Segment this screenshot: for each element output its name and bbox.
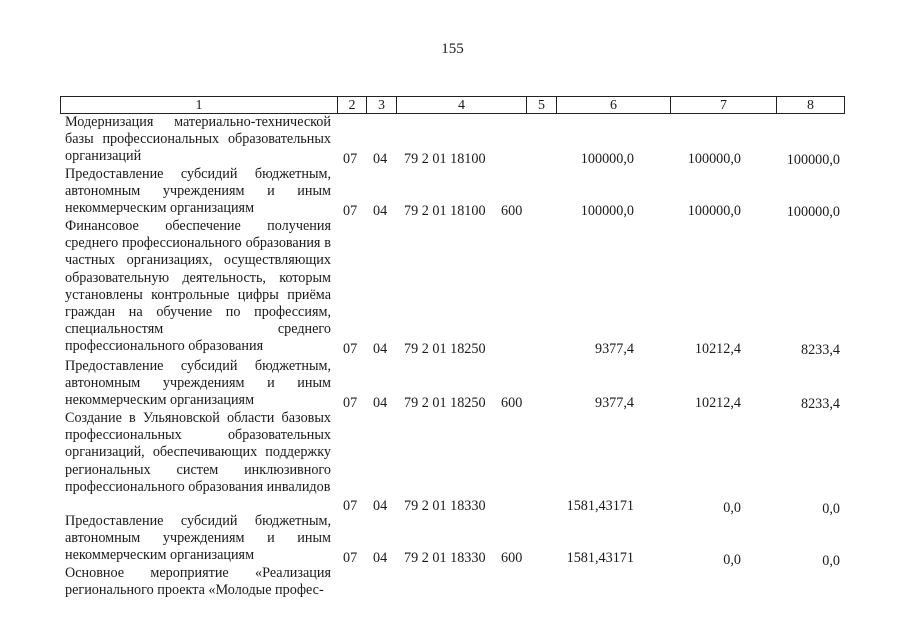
row-section: 07: [343, 395, 358, 411]
row-value-8: 0,0: [822, 553, 840, 569]
header-cell-2: 2: [338, 97, 367, 113]
row-code: 79 2 01 18100: [404, 151, 486, 167]
row-section: 07: [343, 498, 358, 514]
row-value-6: 9377,4: [594, 341, 634, 357]
row-value-6: 1581,43171: [566, 498, 634, 514]
row-subsection: 04: [373, 203, 388, 219]
row-code: 79 2 01 18100: [404, 203, 486, 219]
row-code: 79 2 01 18250: [404, 395, 486, 411]
row-value-8: 8233,4: [800, 396, 840, 412]
header-cell-3: 3: [367, 97, 397, 113]
row-type: 600: [501, 395, 523, 411]
row-value-7: 100000,0: [687, 203, 741, 219]
row-subsection: 04: [373, 341, 388, 357]
row-code: 79 2 01 18250: [404, 341, 486, 357]
row-subsection: 04: [373, 550, 388, 566]
header-cell-8: 8: [807, 98, 814, 113]
row-description: Модернизация материально-технической базы профессиональных образовательных организаций: [65, 114, 331, 165]
page-number: 155: [441, 41, 464, 57]
row-value-6: 1581,43171: [566, 550, 634, 566]
row-description: Предоставление субсидий бюджетным, автономным учреждениям и иным некоммерческим организациям: [65, 358, 331, 409]
row-subsection: 04: [373, 395, 388, 411]
row-value-6: 100000,0: [580, 151, 634, 167]
row-value-7: 0,0: [723, 552, 741, 568]
row-code: 79 2 01 18330: [404, 550, 486, 566]
row-section: 07: [343, 550, 358, 566]
row-value-7: 10212,4: [694, 341, 741, 357]
row-value-7: 10212,4: [694, 395, 741, 411]
row-value-8: 0,0: [822, 501, 840, 517]
header-cell-4: 4: [397, 97, 527, 113]
row-value-6: 9377,4: [594, 395, 634, 411]
row-type: 600: [501, 550, 523, 566]
row-code: 79 2 01 18330: [404, 498, 486, 514]
row-value-7: 0,0: [723, 500, 741, 516]
row-value-6: 100000,0: [580, 203, 634, 219]
row-description: Основное мероприятие «Реализация регионального проекта «Молодые профес-: [65, 565, 331, 599]
header-cell-5: 5: [527, 97, 557, 113]
row-subsection: 04: [373, 151, 388, 167]
row-description: Предоставление субсидий бюджетным, автономным учреждениям и иным некоммерческим организациям: [65, 166, 331, 217]
row-section: 07: [343, 341, 358, 357]
table-header-row: [60, 96, 845, 114]
row-value-7: 100000,0: [687, 151, 741, 167]
row-value-8: 8233,4: [800, 342, 840, 358]
row-description: Предоставление субсидий бюджетным, автономным учреждениям и иным некоммерческим организациям: [65, 513, 331, 564]
row-value-8: 100000,0: [786, 152, 840, 168]
row-description: Финансовое обеспечение получения среднего профессионального образования в частных организациях, осуществляющих образовательную деятельность, которым установлены контрольные цифры приёма граждан на обучение по профессиям, специальностям среднего профессионального образования: [65, 218, 331, 355]
row-value-8: 100000,0: [786, 204, 840, 220]
row-section: 07: [343, 203, 358, 219]
row-subsection: 04: [373, 498, 388, 514]
header-cell-1: 1: [61, 97, 338, 113]
row-section: 07: [343, 151, 358, 167]
header-cell-7: 7: [671, 97, 777, 113]
row-description: Создание в Ульяновской области базовых профессиональных образовательных организаций, обеспечивающих поддержку региональных систем инклюзивного профессионального образования инвалидов: [65, 410, 331, 495]
header-cell-6: 6: [557, 97, 671, 113]
row-type: 600: [501, 203, 523, 219]
